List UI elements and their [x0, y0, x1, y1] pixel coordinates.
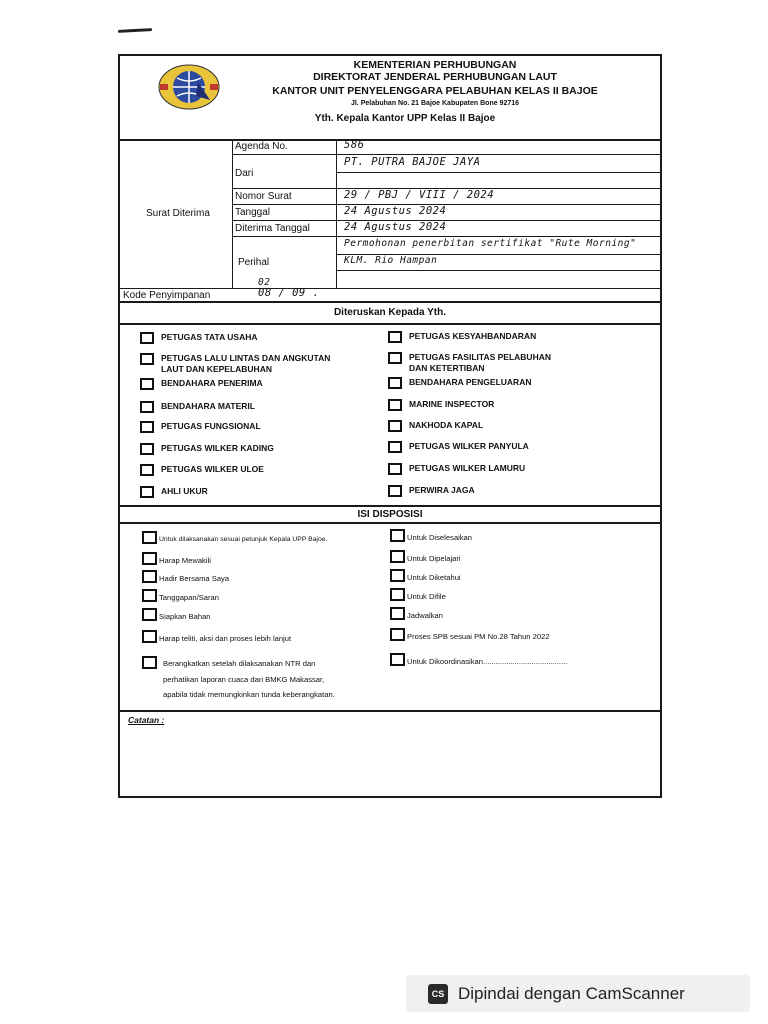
row-line	[232, 154, 660, 155]
checkbox[interactable]	[142, 608, 157, 621]
checkbox[interactable]	[140, 332, 154, 344]
checkbox[interactable]	[142, 531, 157, 544]
divider-line	[120, 505, 660, 507]
recipient-petugas-lalu-lintas[interactable]: PETUGAS LALU LINTAS DAN ANGKUTAN LAUT DAN KEPELABUHAN	[140, 353, 340, 375]
checkbox[interactable]	[390, 588, 405, 601]
divider-line	[232, 139, 233, 289]
agenda-label: Agenda No.	[235, 141, 288, 152]
perihal-label: Perihal	[238, 257, 270, 268]
recipient-petugas-wilker-lamuru[interactable]: PETUGAS WILKER LAMURU	[388, 463, 525, 475]
tanggal-value: 24 Agustus 2024	[344, 205, 447, 217]
kode-penyimpanan-label: Kode Penyimpanan	[123, 290, 211, 301]
recipient-ahli-ukur[interactable]: AHLI UKUR	[140, 486, 208, 498]
recipient-nakhoda-kapal[interactable]: NAKHODA KAPAL	[388, 420, 483, 432]
disposisi-dipelajari[interactable]: Untuk Dipelajari	[390, 550, 461, 567]
checkbox[interactable]	[388, 331, 402, 343]
checkbox[interactable]	[390, 569, 405, 582]
divider-line	[120, 301, 660, 303]
divider-line	[120, 710, 660, 712]
recipient-bendahara-pengeluaran[interactable]: BENDAHARA PENGELUARAN	[388, 377, 531, 389]
checkbox[interactable]	[388, 352, 402, 364]
checkbox[interactable]	[140, 421, 154, 433]
recipient-petugas-kesyahbandaran[interactable]: PETUGAS KESYAHBANDARAN	[388, 331, 536, 343]
checkbox[interactable]	[140, 378, 154, 390]
recipient-petugas-tata-usaha[interactable]: PETUGAS TATA USAHA	[140, 332, 258, 344]
disposisi-harap-teliti[interactable]: Harap teliti, aksi dan proses lebih lanjut	[142, 630, 291, 647]
disposisi-proses-spb[interactable]: Proses SPB sesuai PM No.28 Tahun 2022	[390, 628, 550, 645]
checkbox[interactable]	[142, 552, 157, 565]
checkbox[interactable]	[390, 628, 405, 641]
header-addressee: Yth. Kepala Kantor UPP Kelas II Bajoe	[314, 113, 496, 124]
dari-label: Dari	[235, 168, 254, 179]
diterima-tanggal-value: 24 Agustus 2024	[344, 221, 447, 233]
checkbox[interactable]	[140, 486, 154, 498]
recipient-petugas-wilker-uloe[interactable]: PETUGAS WILKER ULOE	[140, 464, 264, 476]
row-line	[336, 270, 660, 271]
tanggal-label: Tanggal	[235, 207, 271, 218]
checkbox[interactable]	[140, 464, 154, 476]
diteruskan-title: Diteruskan Kepada Yth.	[333, 307, 447, 318]
checkbox[interactable]	[140, 353, 154, 365]
disposisi-siapkan-bahan[interactable]: Siapkan Bahan	[142, 608, 211, 625]
diterima-tanggal-label: Diterima Tanggal	[235, 223, 310, 234]
row-line	[336, 172, 660, 173]
checkbox[interactable]	[140, 401, 154, 413]
kode-penyimpanan-value: 08 / 09 .	[258, 287, 320, 299]
perihal-value-line1: Permohonan penerbitan sertifikat "Rute Morning"	[344, 238, 637, 249]
checkbox[interactable]	[142, 656, 157, 669]
checkbox[interactable]	[390, 653, 405, 666]
recipient-bendahara-penerima[interactable]: BENDAHARA PENERIMA	[140, 378, 263, 390]
checkbox[interactable]	[142, 630, 157, 643]
nomor-surat-value: 29 / PBJ / VIII / 2024	[344, 189, 495, 201]
disposisi-title: ISI DISPOSISI	[357, 509, 423, 520]
camscanner-text: Dipindai dengan CamScanner	[458, 983, 685, 1003]
divider-line	[120, 288, 660, 289]
recipient-petugas-fasilitas-pelabuhan[interactable]: PETUGAS FASILITAS PELABUHAN DAN KETERTIBAN	[388, 352, 568, 374]
header-ministry: KEMENTERIAN PERHUBUNGAN	[353, 59, 517, 71]
divider-line	[336, 139, 337, 289]
camscanner-watermark	[406, 975, 750, 1012]
checkbox[interactable]	[140, 443, 154, 455]
checkbox[interactable]	[390, 550, 405, 563]
header-office: KANTOR UNIT PENYELENGGARA PELABUHAN KELAS II BAJOE	[272, 85, 598, 97]
checkbox[interactable]	[390, 529, 405, 542]
disposisi-jadwalkan[interactable]: Jadwalkan	[390, 607, 443, 624]
checkbox[interactable]	[388, 441, 402, 453]
header-address: Jl. Pelabuhan No. 21 Bajoe Kabupaten Bone 92716	[350, 100, 520, 107]
checkbox[interactable]	[388, 377, 402, 389]
recipient-marine-inspector[interactable]: MARINE INSPECTOR	[388, 399, 494, 411]
disposisi-hadir-bersama[interactable]: Hadir Bersama Saya	[142, 570, 229, 587]
divider-line	[120, 323, 660, 325]
checkbox[interactable]	[390, 607, 405, 620]
checkbox[interactable]	[142, 589, 157, 602]
disposisi-dilaksanakan[interactable]: Untuk dilaksanakan sesuai petunjuk Kepala UPP Bajoe.	[142, 531, 327, 548]
checkbox[interactable]	[142, 570, 157, 583]
disposisi-difile[interactable]: Untuk Difile	[390, 588, 446, 605]
camscanner-logo-icon: CS	[428, 984, 448, 1004]
disposisi-diselesaikan[interactable]: Untuk Diselesaikan	[390, 529, 472, 546]
disposisi-berangkatkan[interactable]: Berangkatkan setelah dilaksanakan NTR dan perhatikan laporan cuaca dari BMKG Makassar, apabila tidak memungkinkan tunda keberangkatan.	[142, 656, 342, 703]
recipient-perwira-jaga[interactable]: PERWIRA JAGA	[388, 485, 475, 497]
disposisi-harap-mewakili[interactable]: Harap Mewakili	[142, 552, 211, 569]
checkbox[interactable]	[388, 485, 402, 497]
disposition-form	[118, 54, 662, 798]
recipient-bendahara-materil[interactable]: BENDAHARA MATERIL	[140, 401, 255, 413]
row-line	[232, 236, 660, 237]
disposisi-tanggapan-saran[interactable]: Tanggapan/Saran	[142, 589, 219, 606]
nomor-surat-label: Nomor Surat	[235, 191, 292, 202]
divider-line	[120, 139, 660, 141]
divider-line	[120, 522, 660, 524]
kode-penyimpanan-top: 02	[258, 277, 271, 288]
perihal-value-line2: KLM. Rio Hampan	[344, 255, 438, 266]
recipient-petugas-wilker-kading[interactable]: PETUGAS WILKER KADING	[140, 443, 274, 455]
disposisi-diketahui[interactable]: Untuk Diketahui	[390, 569, 461, 586]
disposisi-dikoordinasikan[interactable]: Untuk Dikoordinasikan........................................	[390, 653, 567, 670]
catatan-label: Catatan :	[128, 715, 165, 725]
header-directorate: DIREKTORAT JENDERAL PERHUBUNGAN LAUT	[313, 71, 557, 83]
ministry-logo-icon	[156, 62, 222, 112]
dari-value: PT. PUTRA BAJOE JAYA	[344, 156, 481, 168]
checkbox[interactable]	[388, 463, 402, 475]
checkbox[interactable]	[388, 399, 402, 411]
scan-mark	[118, 28, 152, 33]
recipient-petugas-wilker-panyula[interactable]: PETUGAS WILKER PANYULA	[388, 441, 529, 453]
surat-diterima-label: Surat Diterima	[146, 208, 210, 219]
checkbox[interactable]	[388, 420, 402, 432]
recipient-petugas-fungsional[interactable]: PETUGAS FUNGSIONAL	[140, 421, 261, 433]
agenda-value: 586	[344, 139, 365, 151]
